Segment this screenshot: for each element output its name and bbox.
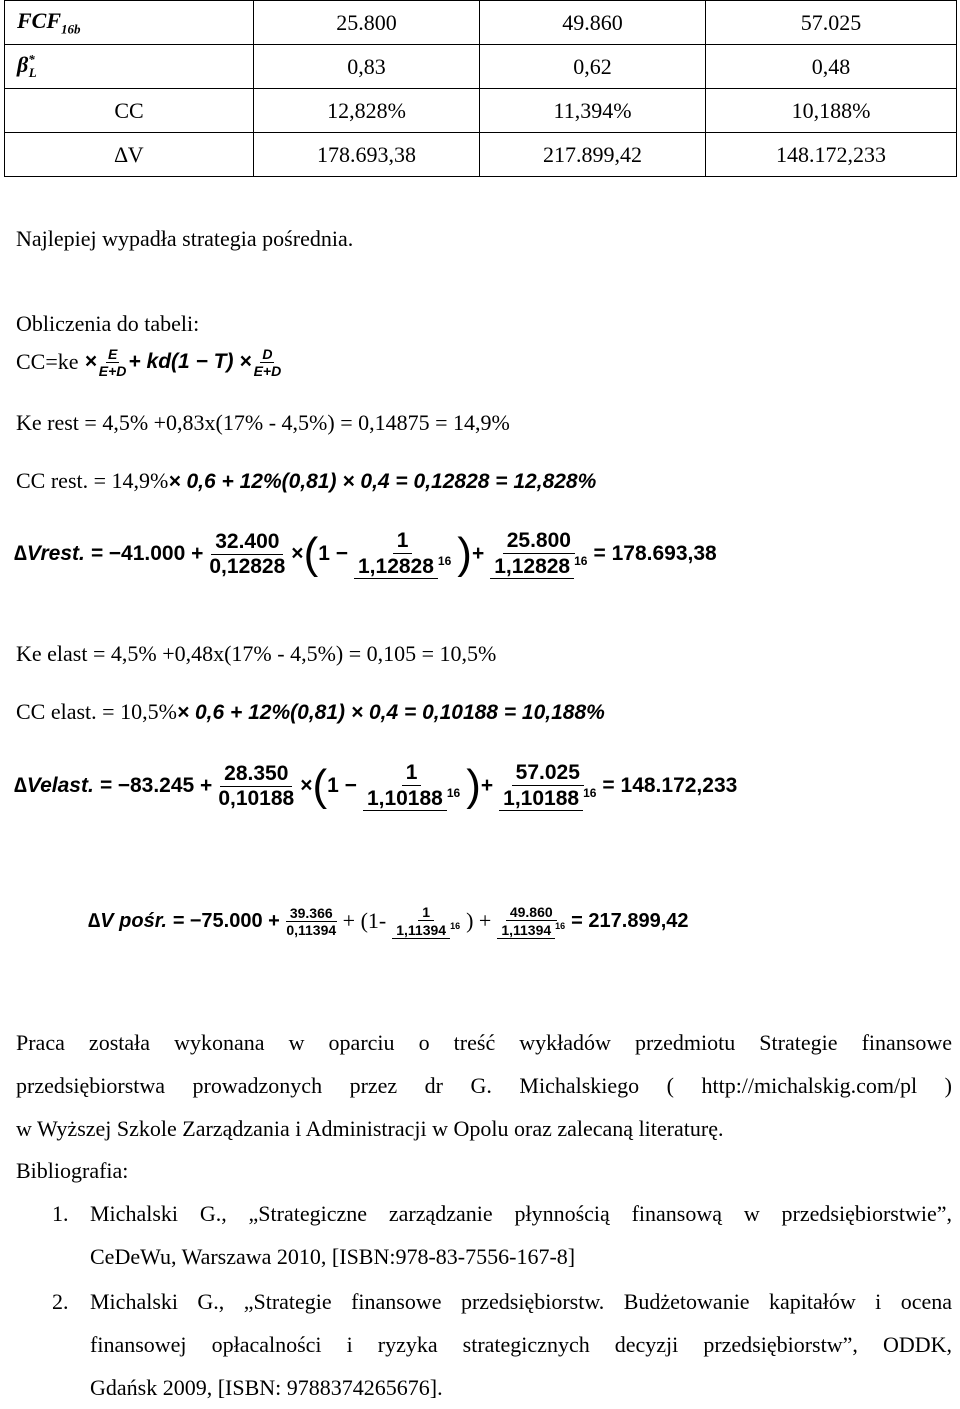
- cc-rest-line: CC rest. = 14,9%× 0,6 + 12%(0,81) × 0,4 = 0,12828 = 12,828%: [16, 468, 597, 493]
- table-row: [5, 1, 957, 45]
- cc-formula: [16, 340, 283, 384]
- cc-elast-line: CC elast. = 10,5%× 0,6 + 12%(0,81) × 0,4 = 0,10188 = 10,188%: [16, 699, 605, 724]
- table-cell: 0,48: [706, 45, 957, 89]
- table-cell: 10,188%: [706, 89, 957, 133]
- calc-heading: Obliczenia do tabeli:: [16, 311, 200, 336]
- fraction-e: $\frac{E}{E+D}$: [98, 345, 127, 379]
- dv-rest-formula: ∆Vrest. = −41.000 + $\frac{32.400}{0,12828}$ × ( 1 − $\frac{1}{1,12828 ^{16}}$ ) + $\frac{25.800}{1,12828 ^{16}}$ = 178.693,38: [14, 529, 717, 578]
- table-cell: 0,83: [254, 45, 480, 89]
- cc-formula-lhs: CC=ke: [16, 349, 79, 374]
- table-cell: 11,394%: [480, 89, 706, 133]
- table-row: [5, 89, 957, 133]
- conclusion-text: Najlepiej wypadła strategia pośrednia.: [16, 226, 354, 251]
- table-cell: 217.899,42: [480, 133, 706, 177]
- cc-formula-mid: + kd(1 − T) ×: [128, 350, 252, 373]
- row-label-fcf: $FCF_{16b}$: [5, 1, 254, 45]
- paragraph-line: przedsiębiorstwa prowadzonych przez dr G. Michalskiego ( http://michalskig.com/pl ): [16, 1073, 952, 1098]
- list-item: 1. Michalski G., „Strategiczne zarządzanie płynnością finansową w przedsiębiorstwie”, CeDeWu, Warszawa 2010, [ISBN:978-83-7556-167-8]: [52, 1201, 952, 1269]
- dv-elast-formula: ∆Velast. = −83.245 + $\frac{28.350}{0,10188}$ × ( 1 − $\frac{1}{1,10188 ^{16}}$ ) + $\frac{57.025}{1,10188 ^{16}}$ = 148.172,233: [14, 761, 738, 810]
- dv-posr-formula: ∆V pośr. = −75.000 + $\frac{39.366}{0,11394}$ + (1- 1 1,11394 $^{16}$ ) + $\frac{49.860}{1,11394 ^{16}}$ = 217.899,42: [88, 904, 689, 938]
- bibliography-heading: Bibliografia:: [16, 1158, 129, 1183]
- table-cell: 0,62: [480, 45, 706, 89]
- row-label-cc: CC: [5, 89, 254, 133]
- ke-rest-line: Ke rest = 4,5% +0,83x(17% - 4,5%) = 0,14875 = 14,9%: [16, 410, 510, 435]
- table-cell: 178.693,38: [254, 133, 480, 177]
- ke-elast-line: Ke elast = 4,5% +0,48x(17% - 4,5%) = 0,105 = 10,5%: [16, 641, 497, 666]
- fraction-d: $\frac{D}{E+D}$: [253, 345, 282, 379]
- times-sign: ×: [84, 350, 97, 373]
- results-table: [4, 0, 957, 177]
- paragraph-line: w Wyższej Szkole Zarządzania i Administracji w Opolu oraz zalecaną literaturę.: [16, 1116, 724, 1141]
- table-cell: 148.172,233: [706, 133, 957, 177]
- table-cell: 25.800: [254, 1, 480, 45]
- table-cell: 57.025: [706, 1, 957, 45]
- row-label-dv: ∆V: [5, 133, 254, 177]
- table-cell: 12,828%: [254, 89, 480, 133]
- table-row: [5, 45, 957, 89]
- paragraph-line: Praca została wykonana w oparciu o treść wykładów przedmiotu Strategie finansowe: [16, 1030, 952, 1055]
- table-row: [5, 133, 957, 177]
- list-item: 2. Michalski G., „Strategie finansowe przedsiębiorstw. Budżetowanie kapitałów i ocena finansowej opłacalności i ryzyka strategicznych decyzji przedsiębiorstw”, ODDK, Gdańsk 2009, [ISBN: 9788374265676].: [52, 1289, 952, 1400]
- table-cell: 49.860: [480, 1, 706, 45]
- row-label-beta: $\beta^*_L$: [5, 45, 254, 89]
- bibliography-list: [16, 1194, 952, 1409]
